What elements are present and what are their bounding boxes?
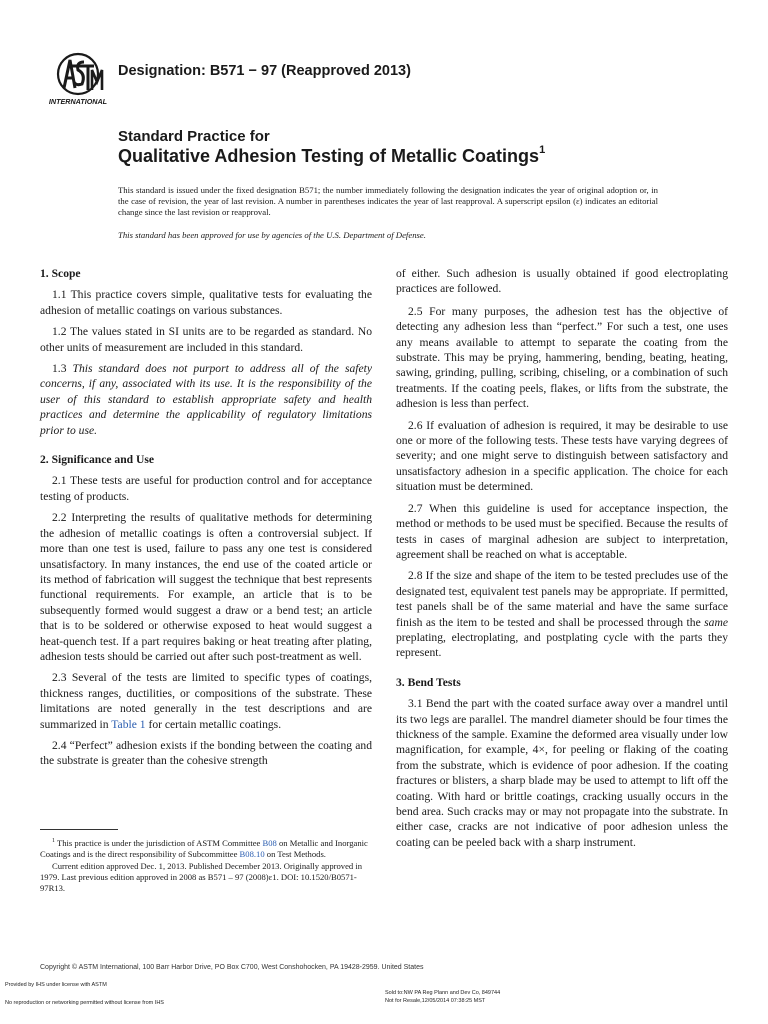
para-1-3-text: This standard does not purport to address all of the safety concerns, if any, associated with its use. It is the responsibility of the user of this standard to establish appropriate safety and health practices and determine the applicability of regulatory limitations prior to use. (40, 362, 373, 437)
para-1-3-number: 1.3 (52, 362, 73, 376)
document-title (118, 146, 545, 167)
subcommittee-b08-10-link[interactable]: B08.10 (239, 849, 265, 860)
para-2-7: 2.7 When this guideline is used for acceptance inspection, the method or methods to be used must be specified. Because the results of tests in cases of marginal adhesion are subject to interpretation, agreement shall be reached on what is acceptable. (396, 501, 728, 561)
para-2-3-text-a: 2.3 Several of the tests are limited to specific types of coatings, thickness ranges, ductilities, or compositions of the substrate. These limitations are noted generally in the test descriptions and are summarized in (40, 671, 372, 731)
para-2-3-text-b: for certain metallic coatings. (145, 717, 282, 731)
section-1-heading: 1. Scope (40, 267, 81, 280)
logo-text: INTERNATIONAL (48, 97, 108, 106)
para-2-8 (396, 568, 728, 660)
title-text: Qualitative Adhesion Testing of Metallic Coatings (118, 146, 540, 166)
para-2-6: 2.6 If evaluation of adhesion is required, it may be desirable to use one or more of the following tests. These tests have varying degrees of severity; and one might serve to distinguish between satisfactory and unsatisfactory adhesion in a specific application. The choice for each situation must be determined. (396, 418, 728, 494)
para-1-1: 1.1 This practice covers simple, qualitative tests for evaluating the adhesion of metallic coatings on various substances. (40, 288, 372, 317)
para-3-1: 3.1 Bend the part with the coated surface away over a mandrel until its two legs are parallel. The mandrel diameter should be four times the thickness of the sample. Examine the deformed area visually under low magnification, for example, 4×, for peeling or flaking of the coating from the substrate, which is evidence of poor adhesion. If the coating fractures or blisters, a sharp blade may be used to attempt to lift off the coating. With hard or brittle coatings, cracking usually occurs in the bend area. Such cracks may or may not propagate into the substrate. In either case, cracks are not indicative of poor adhesion unless the coating can be peeled back with a sharp instrument. (396, 697, 728, 849)
provided-by-line: Provided by IHS under license with ASTM (5, 982, 107, 988)
committee-b08-link[interactable]: B08 (262, 837, 277, 848)
title-footnote-marker: 1 (539, 144, 546, 156)
copyright-line: Copyright © ASTM International, 100 Barr Harbor Drive, PO Box C700, West Conshohocken, PA 19428-2959. United States (40, 964, 424, 971)
left-column (40, 266, 372, 775)
footnote-text-c: on Test Methods. (264, 849, 326, 860)
para-2-8-emphasis: same (704, 615, 728, 629)
para-2-1: 2.1 These tests are useful for production control and for acceptance testing of products. (40, 474, 372, 503)
section-2-heading: 2. Significance and Use (40, 453, 155, 467)
table-1-link[interactable]: Table 1 (111, 717, 146, 731)
footnote (40, 836, 374, 895)
para-2-4-continued: of either. Such adhesion is usually obtained if good electroplating practices are followed. (396, 267, 728, 296)
designation: Designation: B571 − 97 (Reapproved 2013) (118, 63, 411, 79)
para-2-5: 2.5 For many purposes, the adhesion test has the objective of detecting any adhesion less than “perfect.” For such a test, one uses any means available to attempt to separate the coating from the substrate. This may be prying, hammering, bending, beating, heating, sawing, grinding, pulling, scribing, chiseling, or a combination of such treatments. If the coating peels, flakes, or lifts from the substrate, the adhesion is less than perfect. (396, 304, 728, 411)
title-line-1: Standard Practice for (118, 128, 270, 145)
section-3-heading: 3. Bend Tests (396, 675, 461, 689)
para-2-8-text-b: preplating, electroplating, and postplating cycle with the parts they represent. (396, 630, 728, 660)
footnote-text-b: on Metallic and Inorganic Coatings and is the direct responsibility of Subcommittee (40, 837, 368, 860)
dod-statement: This standard has been approved for use by agencies of the U.S. Department of Defense. (118, 230, 426, 240)
not-for-resale-line: Not for Resale,12/05/2014 07:38:25 MST (385, 998, 486, 1004)
para-1-3 (40, 361, 372, 438)
sold-to-line: Sold to:NW PA Reg Plann and Dev Co, 849744 (385, 990, 501, 996)
no-reproduction-line: No reproduction or networking permitted without license from IHS (5, 1000, 164, 1006)
footnote-edition: Current edition approved Dec. 1, 2013. Published December 2013. Originally approved in 1979. Last previous edition approved in 2008 as B571 – 97 (2008)ε1. DOI: 10.1520/B0571-97R13. (40, 860, 363, 894)
footnote-marker: 1 (52, 838, 55, 844)
para-2-8-text-a: 2.8 If the size and shape of the item to be tested precludes use of the designated test, equivalent test panels may be appropriate. If permitted, test panels shall be of the same material and have the same surface finish as the item to be tested and shall be processed through the (396, 569, 728, 629)
para-2-4: 2.4 “Perfect” adhesion exists if the bonding between the coating and the substrate is greater than the cohesive strength (40, 738, 372, 768)
footnote-rule (40, 829, 118, 830)
intro-paragraph: This standard is issued under the fixed designation B571; the number immediately following the designation indicates the year of original adoption or, in the case of revision, the year of last revision. A number in parentheses indicates the year of last reapproval. A superscript epsilon (ε) indicates an editorial change since the last revision or reapproval. (118, 185, 658, 218)
astm-logo (42, 50, 114, 110)
footnote-1 (40, 836, 374, 861)
para-2-3 (40, 670, 372, 732)
para-1-2: 1.2 The values stated in SI units are to be regarded as standard. No other units of measurement are included in this standard. (40, 325, 372, 354)
footnote-text-a: This practice is under the jurisdiction of ASTM Committee (55, 837, 263, 848)
right-column (396, 266, 728, 856)
para-2-2: 2.2 Interpreting the results of qualitative methods for determining the adhesion of metallic coatings is often a controversial subject. If more than one test is used, failure to pass any one test is considered unsatisfactory. In many instances, the end use of the coated article or its method of fabrication will suggest the technique that best represents functional requirements. For example, an article that is to be subsequently formed would suggest a draw or a bend test; an article that is to be soldered or otherwise exposed to heat would suggest a heat-quench test. If a part requires baking or heat treating after plating, adhesion tests should be carried out after such post-treatment as well. (40, 511, 372, 663)
